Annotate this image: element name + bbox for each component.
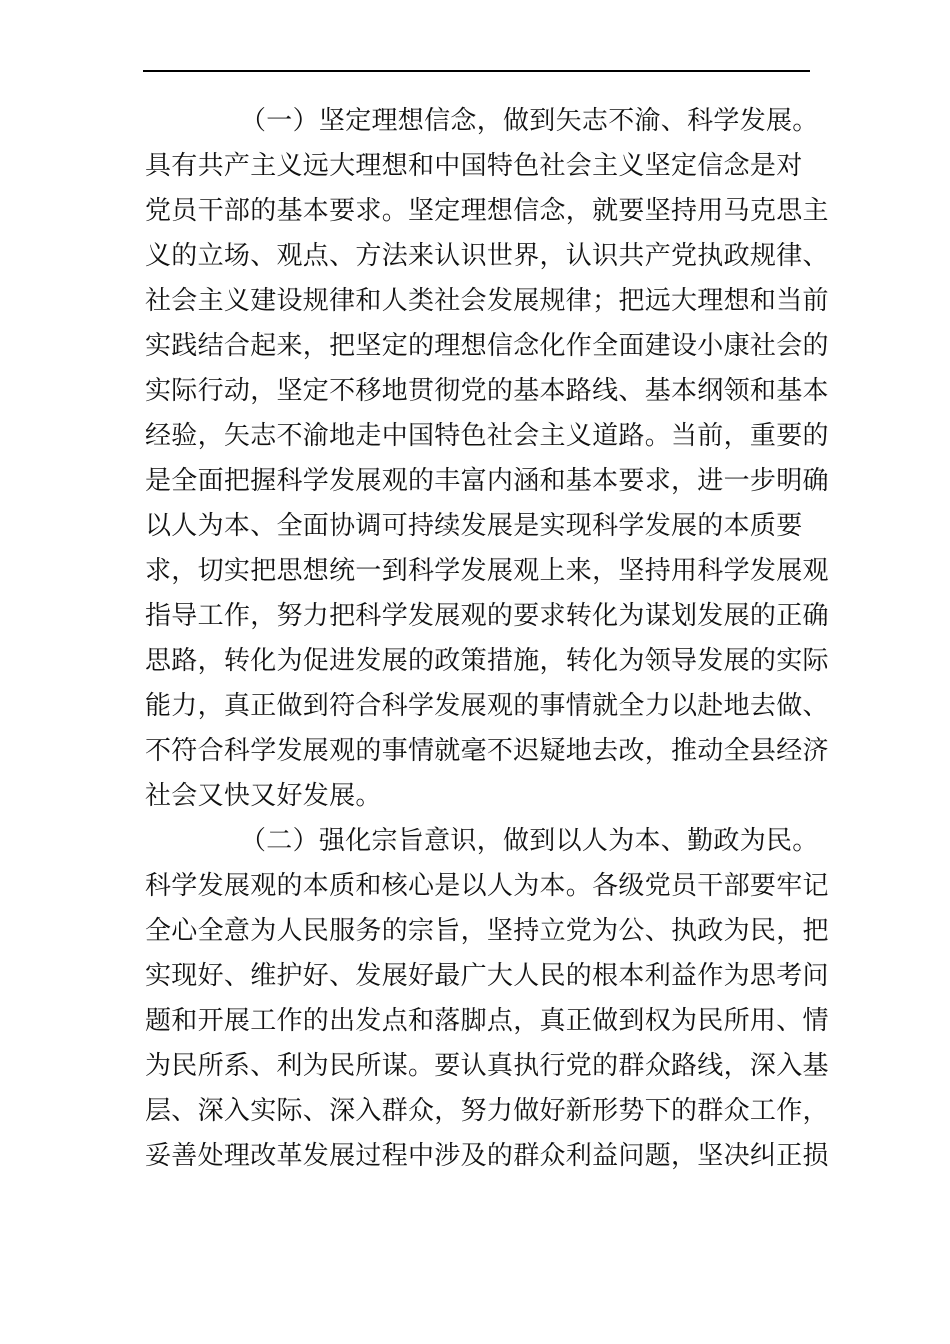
- text-line: 科学发展观的本质和核心是以人为本。各级党员干部要牢记: [145, 871, 829, 901]
- text-line: 经验，矢志不渝地走中国特色社会主义道路。当前，重要的: [145, 421, 829, 451]
- text-line: 社会又快又好发展。: [145, 781, 382, 811]
- text-line: 全心全意为人民服务的宗旨，坚持立党为公、执政为民，把: [145, 916, 829, 946]
- text-line: 不符合科学发展观的事情就毫不迟疑地去改，推动全县经济: [145, 736, 829, 766]
- paragraph-1-heading: （一）坚定理想信念，做到矢志不渝、科学发展。: [240, 106, 819, 136]
- text-line: 妥善处理改革发展过程中涉及的群众利益问题，坚决纠正损: [145, 1141, 829, 1171]
- text-line: 以人为本、全面协调可持续发展是实现科学发展的本质要: [145, 511, 803, 541]
- text-line: 层、深入实际、深入群众，努力做好新形势下的群众工作，: [145, 1096, 829, 1126]
- text-line: 党员干部的基本要求。坚定理想信念，就要坚持用马克思主: [145, 196, 829, 226]
- paragraph-2-heading: （二）强化宗旨意识，做到以人为本、勤政为民。: [240, 826, 819, 856]
- text-line: 指导工作，努力把科学发展观的要求转化为谋划发展的正确: [145, 601, 829, 631]
- text-line: 能力，真正做到符合科学发展观的事情就全力以赴地去做、: [145, 691, 829, 721]
- text-line: 求，切实把思想统一到科学发展观上来，坚持用科学发展观: [145, 556, 829, 586]
- text-line: 实现好、维护好、发展好最广大人民的根本利益作为思考问: [145, 961, 829, 991]
- header-rule: [143, 70, 810, 72]
- text-line: 题和开展工作的出发点和落脚点，真正做到权为民所用、情: [145, 1006, 829, 1036]
- text-line: 实践结合起来，把坚定的理想信念化作全面建设小康社会的: [145, 331, 829, 361]
- text-line: 是全面把握科学发展观的丰富内涵和基本要求，进一步明确: [145, 466, 829, 496]
- text-line: 实际行动，坚定不移地贯彻党的基本路线、基本纲领和基本: [145, 376, 829, 406]
- text-line: 具有共产主义远大理想和中国特色社会主义坚定信念是对: [145, 151, 803, 181]
- text-line: 思路，转化为促进发展的政策措施，转化为领导发展的实际: [145, 646, 829, 676]
- text-line: 社会主义建设规律和人类社会发展规律；把远大理想和当前: [145, 286, 829, 316]
- text-line: 为民所系、利为民所谋。要认真执行党的群众路线，深入基: [145, 1051, 829, 1081]
- text-line: 义的立场、观点、方法来认识世界，认识共产党执政规律、: [145, 241, 829, 271]
